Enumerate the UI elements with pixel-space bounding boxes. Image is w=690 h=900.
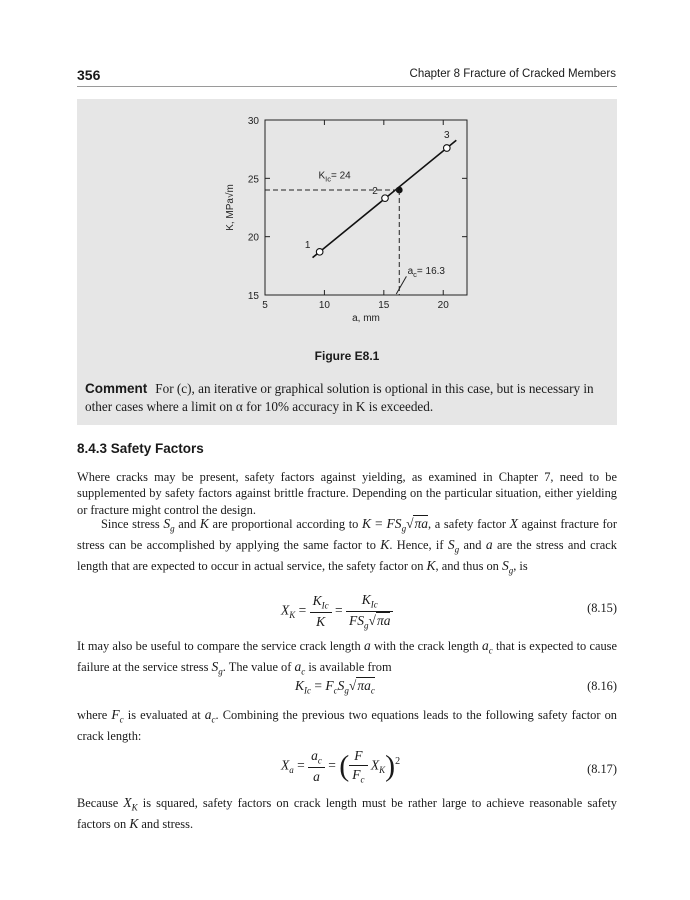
paragraph-4: where $F_c$ is evaluated at $a_c$. Combining the previous two equations leads to the following safety factor on crack length:	[77, 707, 617, 744]
point-label-2: 2	[372, 186, 378, 198]
kic-annotation: $K_{Ic}= 24$	[318, 170, 351, 184]
ac-leader-line	[396, 276, 406, 294]
y-axis-label: K, MPa√m	[225, 184, 236, 231]
comment-text: For (c), an iterative or graphical solution is optional in this case, but is necessary in other cases where a limit on α for 10% accuracy in K is exceeded.	[85, 381, 594, 414]
page-number: 356	[77, 67, 101, 83]
figure-caption: Figure E8.1	[314, 349, 380, 363]
figure-e8-1-chart	[77, 99, 617, 349]
ac-annotation: $a_c= 16.3$	[407, 266, 445, 279]
x-axis-label: a, mm	[352, 313, 380, 324]
point-label-3: 3	[444, 130, 450, 141]
y-tick-label: 20	[247, 232, 259, 244]
equation-number: (8.17)	[587, 762, 617, 776]
y-tick-label: 15	[247, 291, 259, 302]
section-heading: 8.4.3 Safety Factors	[77, 441, 204, 456]
paragraph-1: Where cracks may be present, safety factors against yielding, as examined in Chapter 7, need to be supplemented by safety factors against brittle fracture. Depending on the particular situation, either yielding or fracture might control the design.	[77, 470, 617, 517]
paragraph-5: Because $X_K$ is squared, safety factors on crack length must be rather large to achieve reasonable safety factors on K and stress.	[77, 795, 617, 832]
x-tick-label: 15	[378, 300, 390, 311]
running-head: Chapter 8 Fracture of Cracked Members	[409, 68, 616, 80]
equation-number: (8.16)	[587, 679, 617, 693]
point-label-1: 1	[304, 239, 311, 251]
equation-number: (8.15)	[587, 601, 617, 615]
data-point-1	[316, 249, 323, 256]
example-box	[77, 99, 617, 425]
y-tick-label: 30	[247, 116, 259, 127]
x-tick-label: 20	[437, 300, 449, 311]
comment-label: Comment	[85, 381, 148, 396]
header-rule	[77, 86, 617, 87]
data-point-2	[382, 195, 389, 202]
data-point-3	[444, 145, 451, 152]
comment-paragraph	[85, 380, 611, 416]
paragraph-3: It may also be useful to compare the service crack length a with the crack length $a_c$ that is expected to cause failure at the service stress $S_g$. The value of $a_c$ is available from	[77, 638, 617, 677]
y-tick-label: 25	[247, 174, 259, 186]
x-tick-label: 10	[318, 300, 330, 311]
x-tick-label: 5	[262, 300, 268, 311]
paragraph-2: Since stress $S_g$ and K are proportional according to $K = FS_g√\pi a$, a safety factor X against fracture for stress can be accomplished by applying the same factor to K. Hence, if $S_g$ and a are the stress and crack length that are expected to occur in actual service, the safety factor on K, and thus on $S_g$, is	[77, 516, 618, 576]
